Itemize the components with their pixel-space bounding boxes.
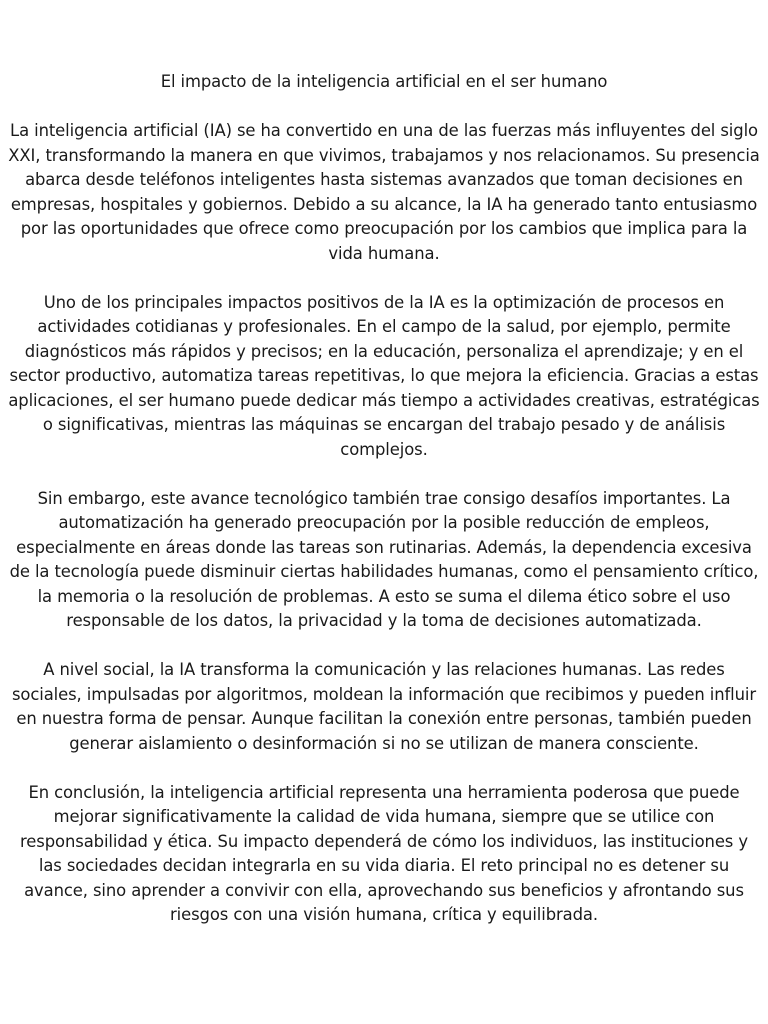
document-title: El impacto de la inteligencia artificial en el ser humano xyxy=(160,72,608,91)
paragraph-conclusion: En conclusión, la inteligencia artificial representa una herramienta poderosa que puede mejorar significativamente la calidad de vida humana, siempre que se utilice con responsabilidad y ética. Su impacto dependerá de cómo los individuos, las instituciones y las sociedades decidan integrarla en su vida diaria. El reto principal no es detener su avance, sino aprender a convivir con ella, aprovechando sus beneficios y afrontando sus riesgos con una visión humana, crítica y equilibrada. xyxy=(20,782,748,924)
document-body xyxy=(8,70,760,928)
paragraph-social-impact: A nivel social, la IA transforma la comunicación y las relaciones humanas. Las redes sociales, impulsadas por algoritmos, moldean la información que recibimos y pueden influir en nuestra forma de pensar. Aunque facilitan la conexión entre personas, también pueden generar aislamiento o desinformación si no se utilizan de manera consciente. xyxy=(11,660,757,753)
paragraph-challenges: Sin embargo, este avance tecnológico también trae consigo desafíos importantes. La automatización ha generado preocupación por la posible reducción de empleos, especialmente en áreas donde las tareas son rutinarias. Además, la dependencia excesiva de la tecnología puede disminuir ciertas habilidades humanas, como el pensamiento crítico, la memoria o la resolución de problemas. A esto se suma el dilema ético sobre el uso responsable de los datos, la privacidad y la toma de decisiones automatizada. xyxy=(9,488,759,630)
paragraph-introduction: La inteligencia artificial (IA) se ha convertido en una de las fuerzas más influyentes del siglo XXI, transformando la manera en que vivimos, trabajamos y nos relacionamos. Su presencia abarca desde teléfonos inteligentes hasta sistemas avanzados que toman decisiones en empresas, hospitales y gobiernos. Debido a su alcance, la IA ha generado tanto entusiasmo por las oportunidades que ofrece como preocupación por los cambios que implica para la vida humana. xyxy=(8,121,760,263)
paragraph-positive-impacts: Uno de los principales impactos positivos de la IA es la optimización de procesos en actividades cotidianas y profesionales. En el campo de la salud, por ejemplo, permite diagnósticos más rápidos y precisos; en la educación, personaliza el aprendizaje; y en el sector productivo, automatiza tareas repetitivas, lo que mejora la eficiencia. Gracias a estas aplicaciones, el ser humano puede dedicar más tiempo a actividades creativas, estratégicas o significativas, mientras las máquinas se encargan del trabajo pesado y de análisis complejos. xyxy=(8,292,760,459)
